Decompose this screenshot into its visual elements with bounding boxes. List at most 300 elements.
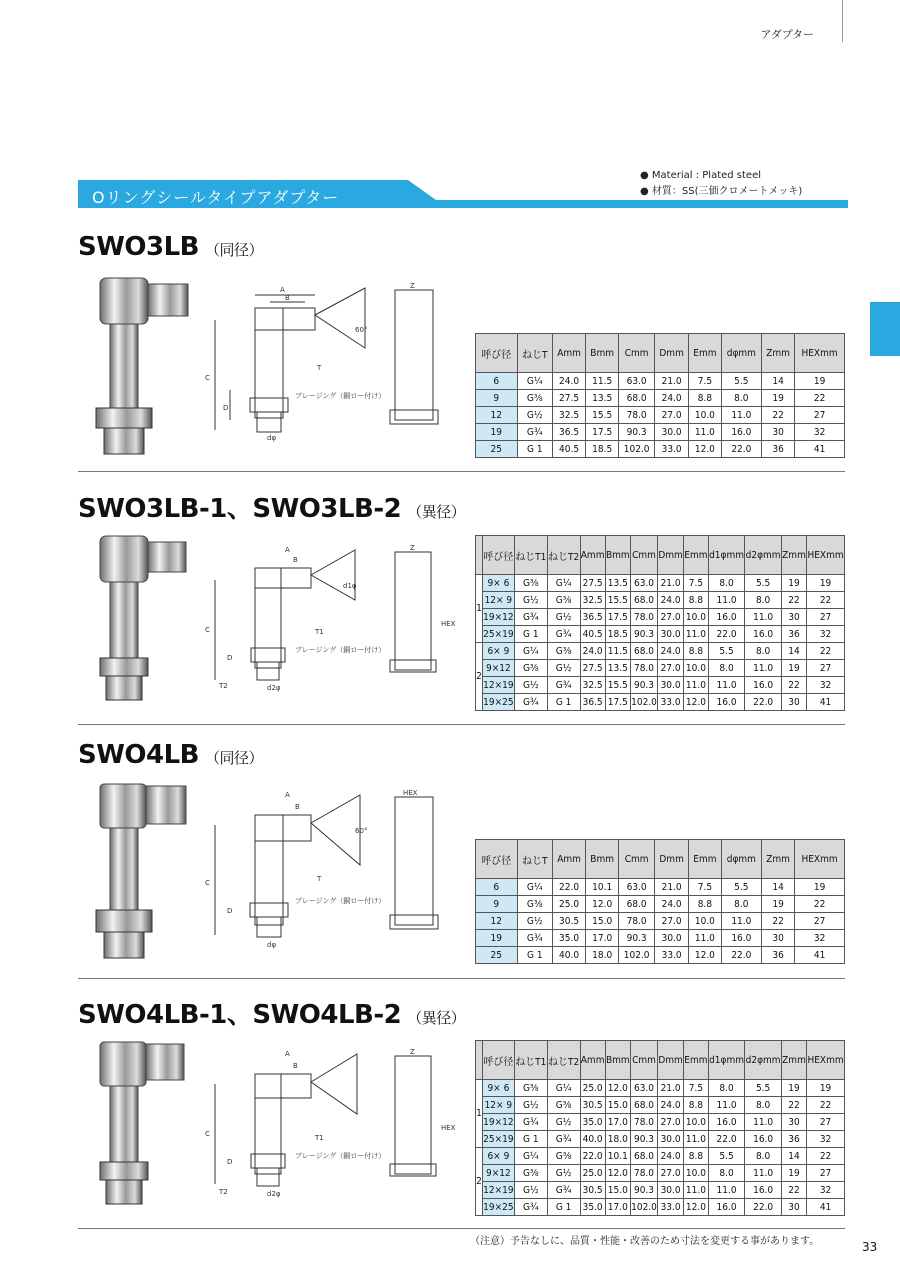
table-cell: 8.0: [745, 592, 782, 609]
table-row: [476, 660, 845, 677]
table-cell: 24.0: [658, 643, 684, 660]
table-cell: 36: [781, 1131, 806, 1148]
table-cell: 8.0: [721, 896, 761, 913]
table-cell: 17.5: [605, 694, 630, 711]
table-header-cell: HEXmm: [807, 1041, 845, 1080]
table-cell: 22: [795, 896, 845, 913]
table-cell: 32.5: [580, 677, 605, 694]
table-cell: 22.0: [580, 1148, 605, 1165]
table-cell: G¼: [547, 1080, 580, 1097]
dim-c-label: C: [205, 374, 210, 382]
table-cell: 19×12: [482, 1114, 514, 1131]
table-cell: 30.0: [658, 1131, 684, 1148]
table-header-cell: ねじT1: [514, 1041, 547, 1080]
table-header-cell: Cmm: [630, 1041, 657, 1080]
table-header-cell: Cmm: [630, 536, 657, 575]
table-cell: 32: [795, 930, 845, 947]
table-group-cell: 1: [476, 1080, 483, 1148]
table-row: [476, 913, 845, 930]
dim-a-label: A: [285, 1050, 290, 1058]
table-cell: 14: [781, 1148, 806, 1165]
table-cell: G½: [514, 1097, 547, 1114]
table-cell: 19: [781, 1080, 806, 1097]
table-header-cell: ねじT2: [547, 536, 580, 575]
table-cell: 30: [781, 1199, 806, 1216]
table-cell: 12: [476, 407, 518, 424]
section-title-text: SWO3LB-1、SWO3LB-2: [78, 494, 402, 524]
table-cell: 41: [807, 1199, 845, 1216]
table-cell: 32.5: [553, 407, 586, 424]
table-header-cell: Zmm: [781, 536, 806, 575]
table-cell: 27: [807, 1114, 845, 1131]
table-cell: 16.0: [721, 930, 761, 947]
table-cell: 24.0: [658, 1097, 684, 1114]
table-cell: 36.5: [580, 694, 605, 711]
table-cell: 21.0: [658, 575, 684, 592]
table-cell: 12.0: [605, 1080, 630, 1097]
table-cell: G 1: [517, 947, 553, 964]
table-cell: 8.0: [708, 575, 745, 592]
section-subtitle: （同径）: [204, 241, 263, 259]
table-cell: 8.0: [745, 1148, 782, 1165]
table-cell: 27.0: [658, 1114, 684, 1131]
dim-d2phi-label: d2φ: [267, 684, 281, 692]
table-header-cell: [476, 1041, 483, 1080]
table-cell: G½: [517, 407, 553, 424]
dim-d-label: D: [227, 907, 233, 915]
table-cell: 41: [795, 947, 845, 964]
section-title-text: SWO3LB: [78, 232, 199, 262]
table-cell: 9× 6: [482, 575, 514, 592]
table-header-cell: ねじT1: [514, 536, 547, 575]
table-row: [476, 1148, 845, 1165]
table-header-cell: 呼び径: [482, 1041, 514, 1080]
table-cell: 19: [807, 575, 845, 592]
table-cell: 102.0: [619, 441, 655, 458]
table-row: [476, 1080, 845, 1097]
dim-c-label: C: [205, 1130, 210, 1138]
section-divider: [78, 1228, 845, 1229]
oring-label: ブレージング（銅ロー付け）: [295, 1152, 386, 1160]
table-cell: 36: [781, 626, 806, 643]
spec-table-swo4lb: [475, 839, 845, 964]
table-cell: 22: [807, 592, 845, 609]
banner-title: Oリングシールタイプアダプター: [92, 188, 340, 207]
table-group-cell: 1: [476, 575, 483, 643]
table-cell: 25.0: [553, 896, 586, 913]
table-cell: G¼: [517, 879, 553, 896]
table-cell: 25.0: [580, 1165, 605, 1182]
table-cell: 5.5: [721, 373, 761, 390]
table-cell: 24.0: [655, 896, 689, 913]
table-cell: 22: [781, 1097, 806, 1114]
section-subtitle: （異径）: [407, 1009, 466, 1027]
table-cell: G 1: [547, 694, 580, 711]
table-header-cell: Zmm: [781, 1041, 806, 1080]
table-cell: 22: [781, 1182, 806, 1199]
table-cell: 24.0: [553, 373, 586, 390]
dim-t1-label: T1: [315, 1134, 324, 1142]
table-header-row: [476, 536, 845, 575]
section-title-text: SWO4LB: [78, 740, 199, 770]
table-cell: 6: [476, 879, 518, 896]
table-cell: 22: [807, 1148, 845, 1165]
table-cell: 41: [795, 441, 845, 458]
table-cell: 27: [795, 913, 845, 930]
dim-d-label: D: [227, 654, 233, 662]
table-cell: 68.0: [630, 643, 657, 660]
section-title-swo3lb-12: [78, 488, 465, 525]
table-cell: 8.8: [684, 1148, 709, 1165]
table-cell: 11.0: [708, 592, 745, 609]
table-cell: 25×19: [482, 626, 514, 643]
table-cell: G¾: [547, 626, 580, 643]
table-cell: 22.0: [708, 626, 745, 643]
table-cell: 11.0: [689, 424, 721, 441]
table-cell: 40.0: [580, 1131, 605, 1148]
table-cell: 12× 9: [482, 1097, 514, 1114]
table-cell: 18.5: [586, 441, 619, 458]
table-cell: 16.0: [745, 1131, 782, 1148]
dim-angle-label: 60°: [355, 827, 368, 835]
table-cell: 22: [781, 592, 806, 609]
table-header-cell: Emm: [689, 334, 721, 373]
table-cell: 10.0: [684, 1114, 709, 1131]
table-cell: G 1: [514, 1131, 547, 1148]
dim-z-label: Z: [410, 282, 415, 290]
table-cell: 13.5: [586, 390, 619, 407]
table-cell: 19: [807, 1080, 845, 1097]
table-header-cell: Cmm: [619, 840, 655, 879]
table-cell: G⅜: [547, 1097, 580, 1114]
table-cell: G 1: [517, 441, 553, 458]
table-cell: G⅜: [547, 643, 580, 660]
table-cell: 13.5: [605, 575, 630, 592]
dim-t-label: T: [317, 364, 322, 372]
table-cell: 30.0: [655, 424, 689, 441]
section-title-swo3lb: [78, 232, 263, 262]
dim-t2-label: T2: [219, 682, 228, 690]
table-cell: 27.0: [658, 1165, 684, 1182]
table-cell: 63.0: [630, 575, 657, 592]
table-cell: 15.0: [586, 913, 619, 930]
table-cell: 22.0: [721, 947, 761, 964]
dim-z-label: Z: [410, 1048, 415, 1056]
table-cell: 12.0: [684, 694, 709, 711]
table-cell: 7.5: [684, 1080, 709, 1097]
table-header-row: [476, 1041, 845, 1080]
table-group-cell: 2: [476, 643, 483, 711]
table-header-cell: HEXmm: [807, 536, 845, 575]
product-photo-swo3lb: [92, 270, 202, 460]
table-cell: 11.0: [684, 626, 709, 643]
table-cell: 17.0: [586, 930, 619, 947]
table-cell: 15.5: [586, 407, 619, 424]
dim-dphi-label: dφ: [267, 941, 277, 949]
table-cell: 30: [781, 609, 806, 626]
dim-dphi-label: dφ: [267, 434, 277, 442]
table-cell: 11.0: [745, 660, 782, 677]
table-row: [476, 1097, 845, 1114]
table-cell: 17.0: [605, 1114, 630, 1131]
table-cell: 22: [762, 407, 795, 424]
table-row: [476, 694, 845, 711]
table-cell: 40.5: [553, 441, 586, 458]
table-cell: 17.5: [586, 424, 619, 441]
table-cell: G¾: [514, 1114, 547, 1131]
table-cell: G½: [514, 592, 547, 609]
table-cell: 32: [795, 424, 845, 441]
table-header-cell: ねじT2: [547, 1041, 580, 1080]
table-cell: G½: [547, 660, 580, 677]
table-cell: 18.5: [605, 626, 630, 643]
table-cell: 16.0: [721, 424, 761, 441]
section-subtitle: （同径）: [204, 749, 263, 767]
table-cell: 32: [807, 626, 845, 643]
table-header-cell: d1φmm: [708, 1041, 745, 1080]
table-cell: 27: [807, 660, 845, 677]
table-cell: 24.0: [655, 390, 689, 407]
table-header-cell: d1φmm: [708, 536, 745, 575]
table-header-cell: ねじT: [517, 840, 553, 879]
table-cell: 19: [762, 896, 795, 913]
table-cell: 90.3: [619, 424, 655, 441]
table-cell: 10.0: [684, 660, 709, 677]
table-cell: 78.0: [630, 1114, 657, 1131]
table-cell: G¾: [517, 930, 553, 947]
table-cell: 9×12: [482, 660, 514, 677]
table-header-cell: Dmm: [655, 334, 689, 373]
table-header-cell: Zmm: [762, 334, 795, 373]
table-row: [476, 1114, 845, 1131]
table-header-cell: Bmm: [586, 334, 619, 373]
table-cell: 102.0: [630, 694, 657, 711]
table-cell: 27.5: [580, 660, 605, 677]
table-cell: 40.0: [553, 947, 586, 964]
table-row: [476, 373, 845, 390]
table-cell: 22: [781, 677, 806, 694]
table-cell: 27.0: [655, 407, 689, 424]
footer-note: （注意）予告なしに、品質・性能・改善のため寸法を変更する事があります。: [470, 1236, 820, 1247]
table-cell: 10.0: [684, 1165, 709, 1182]
table-cell: 19: [781, 1165, 806, 1182]
table-cell: 27.0: [658, 660, 684, 677]
dim-a-label: A: [285, 546, 290, 554]
table-cell: 12.0: [689, 947, 721, 964]
table-cell: 41: [807, 694, 845, 711]
table-cell: 32: [807, 1131, 845, 1148]
table-cell: G¾: [547, 677, 580, 694]
table-row: [476, 609, 845, 626]
table-cell: G⅜: [547, 1148, 580, 1165]
table-header-cell: Bmm: [586, 840, 619, 879]
table-cell: 15.5: [605, 592, 630, 609]
table-cell: 19: [781, 660, 806, 677]
table-cell: 16.0: [745, 626, 782, 643]
table-cell: 10.1: [586, 879, 619, 896]
table-header-cell: Cmm: [619, 334, 655, 373]
spec-table-swo3lb: [475, 333, 845, 458]
dim-b-label: B: [293, 1062, 298, 1070]
table-row: [476, 1199, 845, 1216]
table-cell: 7.5: [689, 879, 721, 896]
table-cell: 11.5: [586, 373, 619, 390]
table-cell: 10.0: [689, 407, 721, 424]
section-subtitle: （異径）: [407, 503, 466, 521]
table-cell: 36: [762, 441, 795, 458]
table-row: [476, 626, 845, 643]
table-cell: 8.0: [708, 1165, 745, 1182]
table-cell: G 1: [547, 1199, 580, 1216]
table-cell: 22.0: [745, 694, 782, 711]
dim-d2phi-label: d2φ: [267, 1190, 281, 1198]
table-cell: 5.5: [721, 879, 761, 896]
table-row: [476, 643, 845, 660]
table-cell: 8.8: [689, 390, 721, 407]
table-cell: 18.0: [605, 1131, 630, 1148]
table-cell: 6× 9: [482, 1148, 514, 1165]
dim-d1phi-label: d1φ: [343, 582, 357, 590]
table-cell: 102.0: [630, 1199, 657, 1216]
table-cell: 15.0: [605, 1097, 630, 1114]
table-cell: 30.0: [658, 626, 684, 643]
table-cell: 19×12: [482, 609, 514, 626]
table-cell: G½: [547, 1165, 580, 1182]
table-cell: 19×25: [482, 694, 514, 711]
table-cell: 21.0: [655, 879, 689, 896]
header-category: アダプター: [760, 28, 814, 41]
table-cell: G½: [514, 1182, 547, 1199]
table-cell: 36.5: [553, 424, 586, 441]
table-cell: 33.0: [655, 441, 689, 458]
table-cell: G 1: [514, 626, 547, 643]
table-header-cell: Zmm: [762, 840, 795, 879]
table-cell: 24.0: [580, 643, 605, 660]
table-header-cell: Amm: [553, 334, 586, 373]
table-cell: G½: [547, 609, 580, 626]
table-cell: 27: [807, 609, 845, 626]
table-row: [476, 1182, 845, 1199]
table-cell: 33.0: [655, 947, 689, 964]
table-cell: 13.5: [605, 660, 630, 677]
table-cell: 27: [807, 1165, 845, 1182]
table-header-cell: Bmm: [605, 536, 630, 575]
table-cell: 78.0: [630, 1165, 657, 1182]
header-divider: [842, 0, 843, 42]
table-cell: 14: [762, 373, 795, 390]
table-header-cell: Bmm: [605, 1041, 630, 1080]
table-cell: 5.5: [708, 643, 745, 660]
table-cell: 19: [762, 390, 795, 407]
table-row: [476, 390, 845, 407]
table-cell: 19: [795, 373, 845, 390]
table-cell: 30: [781, 1114, 806, 1131]
table-cell: 30: [762, 424, 795, 441]
table-cell: 11.0: [745, 1114, 782, 1131]
table-cell: 12.0: [689, 441, 721, 458]
table-cell: 16.0: [708, 1114, 745, 1131]
dim-a-label: A: [280, 286, 285, 294]
table-cell: G¼: [517, 373, 553, 390]
table-cell: 9× 6: [482, 1080, 514, 1097]
table-row: [476, 879, 845, 896]
table-cell: 78.0: [630, 660, 657, 677]
page-number: 33: [862, 1240, 878, 1254]
section-title-text: SWO4LB-1、SWO4LB-2: [78, 1000, 402, 1030]
table-cell: 21.0: [655, 373, 689, 390]
table-cell: 12×19: [482, 1182, 514, 1199]
dim-t-label: T: [317, 875, 322, 883]
table-cell: 30.0: [655, 930, 689, 947]
table-cell: 90.3: [619, 930, 655, 947]
table-cell: 30.5: [553, 913, 586, 930]
section-divider: [78, 724, 845, 725]
table-cell: 10.0: [684, 609, 709, 626]
table-header-cell: ねじT: [517, 334, 553, 373]
dim-c-label: C: [205, 626, 210, 634]
product-photo-swo3lb-12: [92, 530, 202, 710]
table-cell: 30.5: [580, 1097, 605, 1114]
table-cell: 11.5: [605, 643, 630, 660]
table-cell: G¾: [547, 1182, 580, 1199]
table-cell: 22.0: [708, 1131, 745, 1148]
table-cell: 19×25: [482, 1199, 514, 1216]
table-cell: 6: [476, 373, 518, 390]
table-cell: 12.0: [684, 1199, 709, 1216]
table-cell: 36: [762, 947, 795, 964]
table-cell: 9×12: [482, 1165, 514, 1182]
dim-hex-label: HEX: [403, 789, 418, 797]
dim-hex-label: HEX: [441, 620, 456, 628]
table-header-cell: HEXmm: [795, 840, 845, 879]
table-cell: 35.0: [580, 1199, 605, 1216]
table-cell: 32.5: [580, 592, 605, 609]
table-cell: 24.0: [658, 1148, 684, 1165]
table-cell: 33.0: [658, 694, 684, 711]
dim-c-label: C: [205, 879, 210, 887]
table-cell: 30.0: [658, 1182, 684, 1199]
table-cell: 68.0: [630, 1097, 657, 1114]
table-cell: 11.0: [745, 609, 782, 626]
table-cell: 11.0: [721, 913, 761, 930]
table-cell: 19: [795, 879, 845, 896]
spec-table-swo3lb-12: [475, 535, 845, 711]
table-cell: 63.0: [619, 879, 655, 896]
table-cell: 78.0: [619, 407, 655, 424]
table-cell: 10.0: [689, 913, 721, 930]
material-en: ● Material : Plated steel: [640, 170, 762, 181]
table-cell: G⅜: [517, 390, 553, 407]
section-title-swo4lb-12: [78, 994, 465, 1031]
dim-b-label: B: [293, 556, 298, 564]
table-cell: 21.0: [658, 1080, 684, 1097]
table-cell: G½: [514, 677, 547, 694]
table-cell: G¾: [514, 694, 547, 711]
table-cell: G⅜: [514, 575, 547, 592]
table-cell: 90.3: [630, 1131, 657, 1148]
table-cell: 90.3: [630, 677, 657, 694]
table-cell: 22.0: [721, 441, 761, 458]
table-cell: 12: [476, 913, 518, 930]
table-header-cell: Amm: [580, 1041, 605, 1080]
table-row: [476, 1165, 845, 1182]
table-header-cell: d2φmm: [745, 536, 782, 575]
table-cell: G¼: [514, 1148, 547, 1165]
table-cell: 11.0: [689, 930, 721, 947]
table-cell: 12×19: [482, 677, 514, 694]
table-cell: 32: [807, 1182, 845, 1199]
table-cell: 8.0: [708, 1080, 745, 1097]
